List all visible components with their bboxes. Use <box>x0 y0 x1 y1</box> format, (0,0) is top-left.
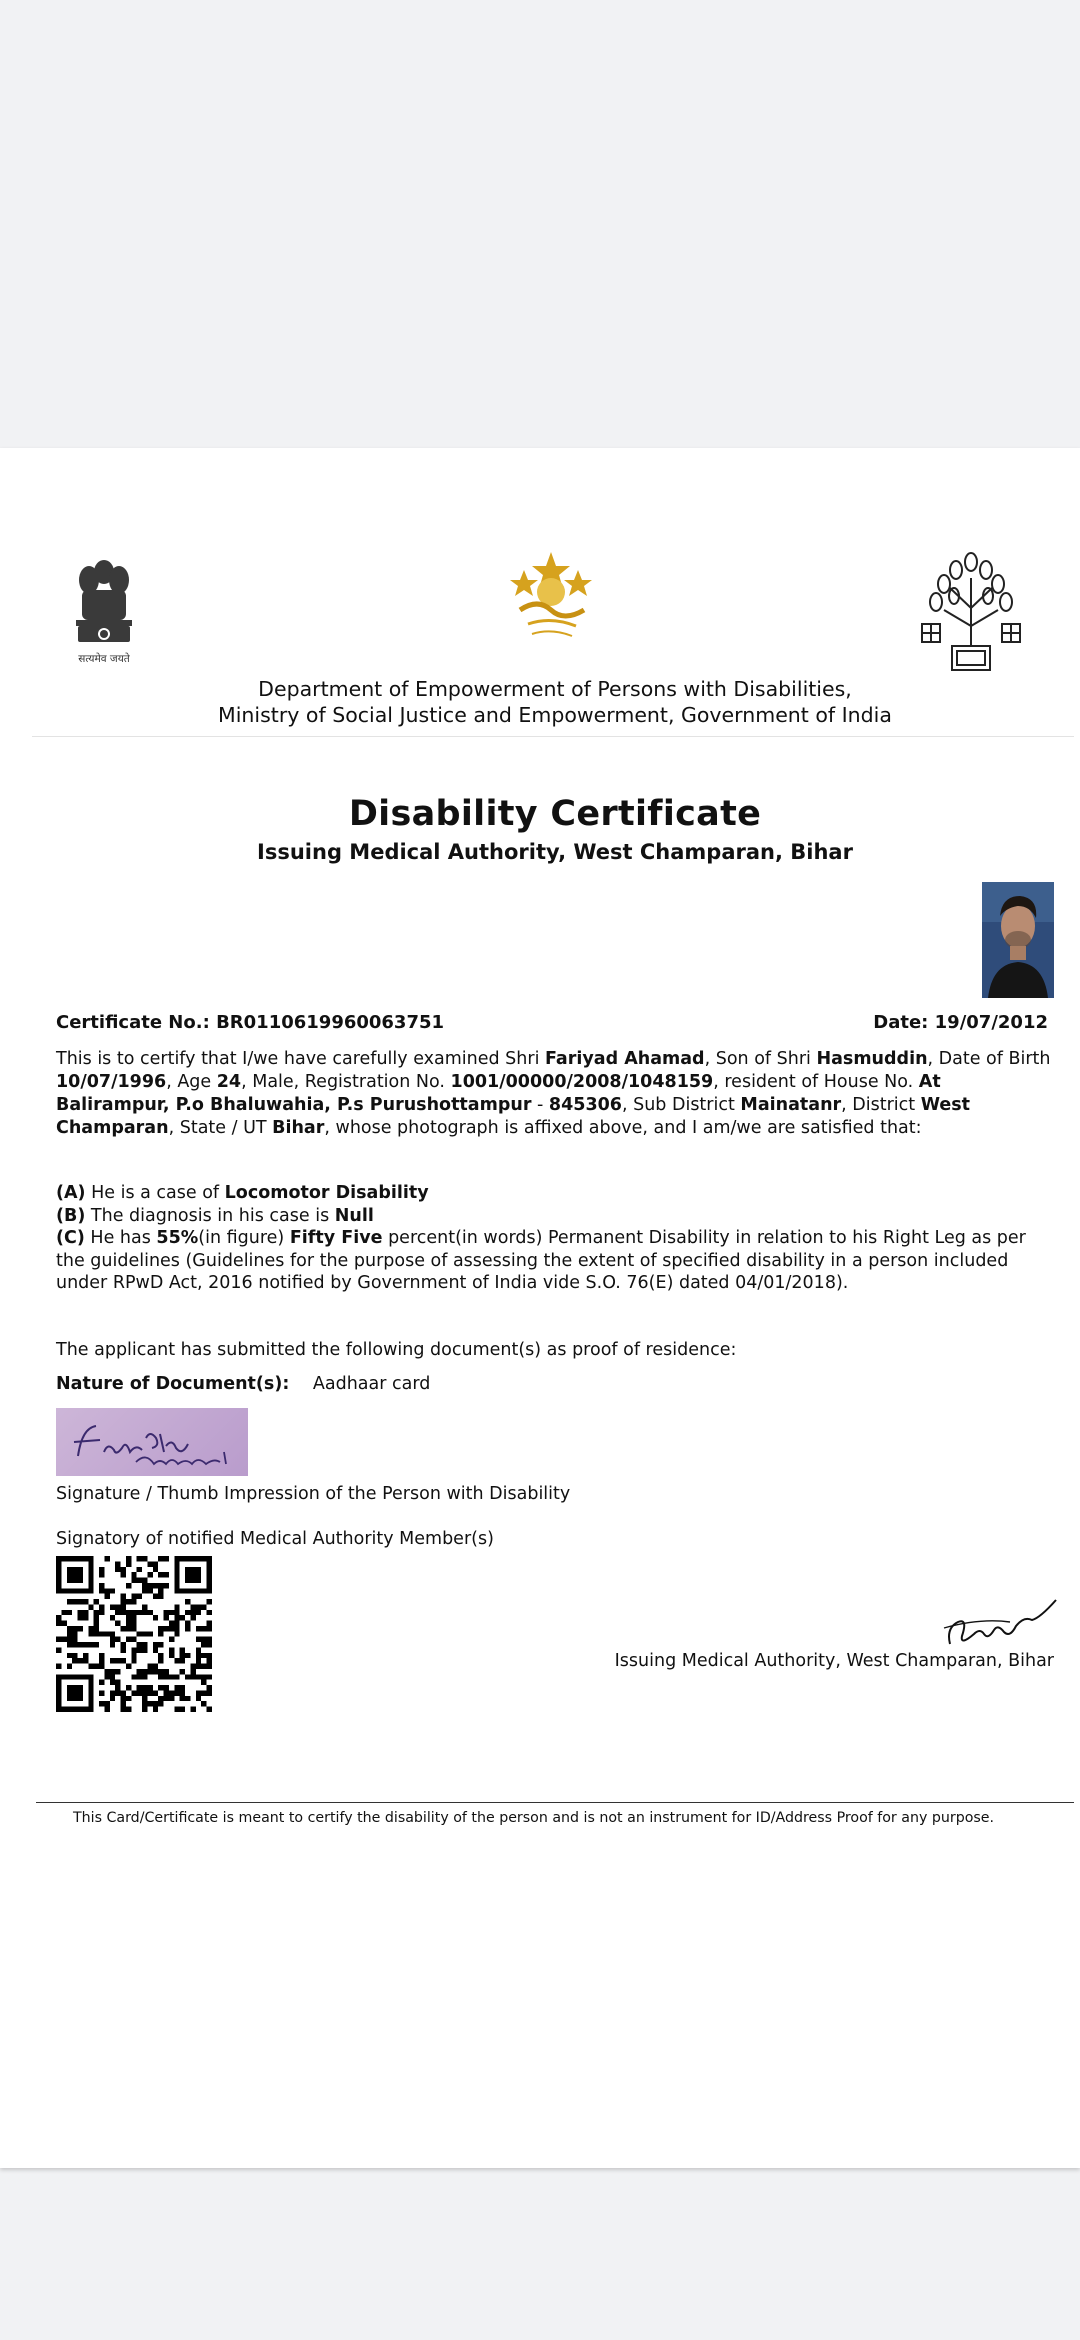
certificate-date <box>873 1012 1048 1033</box>
top-background <box>0 0 1080 448</box>
certificate-subtitle: Issuing Medical Authority, West Champaran, Bihar <box>257 840 853 864</box>
body-text: , State / UT <box>168 1118 273 1138</box>
address: At Balirampur, P.o Bhaluwahia, P.s Purushottampur <box>56 1072 941 1115</box>
body-text: This is to certify that I/we have carefully examined Shri <box>56 1049 545 1069</box>
nature-label: Nature of Document(s): <box>56 1374 290 1394</box>
certificate-date-label: Date: <box>873 1012 929 1033</box>
body-text: , Date of Birth <box>927 1049 1051 1069</box>
clause-text: (in figure) <box>198 1228 290 1248</box>
signatory-label: Signatory of notified Medical Authority Member(s) <box>56 1529 494 1549</box>
clause-text: percent(in words) Permanent Disability in relation to his Right Leg as per the guidelines (Guidelines for the purpose of assessing the extent of specified disability in a person included under RPwD Act, 2016 notified by Government of India vide S.O. 76(E) dated 04/01/2018). <box>56 1228 1026 1293</box>
date-of-birth: 10/07/1996 <box>56 1072 167 1092</box>
certificate-date-value: 19/07/2012 <box>934 1012 1048 1033</box>
nature-of-document <box>56 1374 430 1394</box>
signature-caption: Signature / Thumb Impression of the Person with Disability <box>56 1484 571 1504</box>
certificate-title: Disability Certificate <box>348 794 762 834</box>
state-logo-icon <box>498 548 604 644</box>
clause-c <box>56 1227 1056 1295</box>
certificate-number-value: BR0110619960063751 <box>216 1012 445 1033</box>
registration-number: 1001/00000/2008/1048159 <box>450 1072 714 1092</box>
clause-text: He has <box>84 1228 157 1248</box>
certification-paragraph <box>56 1048 1056 1140</box>
footer-disclaimer: This Card/Certificate is meant to certify the disability of the person and is not an instrument for ID/Address Proof for any purpose. <box>73 1810 995 1826</box>
department-heading <box>0 676 1080 728</box>
certificate-number-label: Certificate No.: <box>56 1012 210 1033</box>
clause-label: (C) <box>56 1228 85 1248</box>
clause-label: (A) <box>56 1183 86 1203</box>
body-text: - <box>531 1095 549 1115</box>
authority-signature <box>940 1588 1060 1650</box>
district: West Champaran <box>56 1095 971 1138</box>
emblem-motto: सत्यमेव जयते <box>78 653 130 665</box>
body-text: , Male, Registration No. <box>241 1072 451 1092</box>
age: 24 <box>216 1072 242 1092</box>
disability-percent: 55% <box>156 1228 199 1248</box>
clause-a <box>56 1182 1056 1205</box>
disability-type: Locomotor Disability <box>224 1183 429 1203</box>
applicant-signature <box>56 1408 248 1476</box>
clause-label: (B) <box>56 1205 86 1226</box>
clause-text: He is a case of <box>85 1183 225 1203</box>
state: Bihar <box>272 1118 325 1138</box>
body-text: , resident of House No. <box>713 1072 919 1092</box>
footer-divider <box>36 1802 1074 1803</box>
applicant-name: Fariyad Ahamad <box>545 1049 705 1069</box>
bihar-tree-logo-icon <box>920 548 1022 674</box>
body-text: , Age <box>166 1072 217 1092</box>
certificate-page <box>0 448 1080 2168</box>
diagnosis: Null <box>334 1205 374 1226</box>
body-text: , Sub District <box>621 1095 741 1115</box>
father-name: Hasmuddin <box>816 1049 928 1069</box>
issuing-authority-label: Issuing Medical Authority, West Champaran, Bihar <box>614 1651 1054 1671</box>
department-line-1: Department of Empowerment of Persons with Disabilities, <box>258 677 852 701</box>
department-line-2: Ministry of Social Justice and Empowerment, Government of India <box>218 703 892 727</box>
proof-intro: The applicant has submitted the following document(s) as proof of residence: <box>56 1340 737 1360</box>
disability-clauses <box>56 1182 1056 1295</box>
nature-value: Aadhaar card <box>312 1374 431 1394</box>
qr-code <box>56 1556 212 1712</box>
clause-text: The diagnosis in his case is <box>85 1205 335 1226</box>
body-text: , Son of Shri <box>704 1049 817 1069</box>
certificate-number <box>56 1012 444 1033</box>
pin-code: 845306 <box>548 1095 622 1115</box>
applicant-photo <box>982 882 1054 998</box>
disability-percent-words: Fifty Five <box>289 1228 383 1248</box>
body-text: , whose photograph is affixed above, and I am/we are satisfied that: <box>324 1118 922 1138</box>
header-divider <box>32 736 1074 737</box>
body-text: , District <box>841 1095 921 1115</box>
clause-b <box>56 1205 1056 1228</box>
sub-district: Mainatanr <box>740 1095 842 1115</box>
